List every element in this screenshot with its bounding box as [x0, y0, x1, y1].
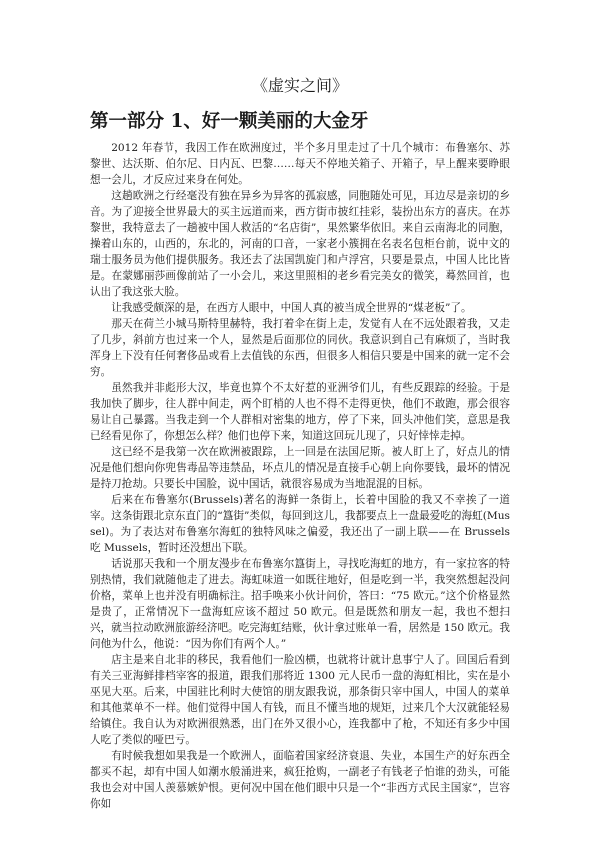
paragraph-8: 话说那天我和一个朋友漫步在布鲁塞尔簋街上，寻找吃海虹的地方，有一家拉客的特别热情，我们就随他走了进去。海虹味道一如既往地好，但是吃到一半，我突然想起没问价格，菜单上也并没有明确标注。招手唤来小伙计问价，答曰：“75 欧元。”这个价格显然是贵了，正常情况下一盘海虹应该不超过 50 欧元。但是既然和朋友一起，我也不想扫兴，就当拉动欧洲旅游经济吧。吃完海虹结账，伙计拿过账单一看，居然是 150 欧元。我问他为什么，他说：“因为你们有两个人。”: [90, 558, 510, 650]
paragraph-7: 后来在布鲁塞尔(Brussels)著名的海鲜一条街上，长着中国脸的我又不幸挨了一道宰。这条街跟北京东直门的“簋街”类似，每回到这儿，我都要点上一盘最爱吃的海虹(Mussel)。为了表达对布鲁塞尔海虹的独特风味之偏爱，我还出了一副上联——在 Brussels 吃 Mussels，暂时还没想出下联。: [90, 494, 510, 554]
paragraph-6: 这已经不是我第一次在欧洲被跟踪，上一回是在法国尼斯。被人盯上了，好点儿的情况是他们想向你兜售毒品等违禁品，坏点儿的情况是直接手心朝上向你要钱，最坏的情况是持刀抢劫。只要长中国脸，说中国话，就很容易成为当地混混的目标。: [90, 446, 510, 490]
chapter-heading: 第一部分 1、好一颗美丽的大金牙: [90, 111, 369, 132]
paragraph-10: 有时候我想如果我是一个欧洲人，面临着国家经济衰退、失业，本国生产的好东西全都买不起，却有中国人如潮水般涌进来，疯狂抢购，一副老子有钱老子怕谁的劲头，可能我也会对中国人羡慕嫉妒恨。更何况中国在他们眼中只是一个“非西方式民主国家”，岂容你如: [90, 750, 510, 810]
paragraph-9: 店主是来自北非的移民，我看他们一脸凶横，也就将计就计息事宁人了。回国后看到有关三亚海鲜排档宰客的报道，跟我们那将近 1300 元人民币一盘的海虹相比，实在是小巫见大巫。后来，中国驻比利时大使馆的朋友跟我说，那条街只宰中国人，中国人的菜单和其他菜单不一样。他们觉得中国人有钱，而且不懂当地的规矩，过来几个大汉就能轻易给镇住。我自认为对欧洲很熟悉，出门在外又很小心，连我都中了枪，不知还有多少中国人吃了类似的哑巴亏。: [90, 654, 510, 746]
paragraph-2: 这趟欧洲之行经毫没有独在异乡为异客的孤寂感，同胞随处可见，耳边尽是亲切的乡音。为了迎接全世界最大的买主远道而来，西方街市披红挂彩，装扮出东方的喜庆。在苏黎世，我特意去了一趟被中国人救活的“名店街”，果然繁华依旧。来自云南海北的同胞，操着山东的，山西的，东北的，河南的口音，一家老小簇拥在名表名包柜台前，说中文的瑞士服务员为他们提供服务。我还去了法国凯旋门和卢浮宫，只要是景点，中国人比比皆是。在蒙娜丽莎画像前站了一小会儿，来这里照相的老乡看完美女的微笑，蓦然回首，也认出了我这张大脸。: [90, 190, 510, 298]
paragraph-4: 那天在荷兰小城马斯特里赫特，我打着伞在街上走，发觉有人在不远处跟着我，又走了几步，斜前方也过来一个人，显然是后面那位的同伙。我意识到自己有麻烦了，当时我浑身上下没有任何奢侈品或看上去值钱的东西，但很多人相信只要是中国来的就一定不会穷。: [90, 318, 510, 378]
paragraph-5: 虽然我并非彪形大汉，毕竟也算个不太好惹的亚洲爷们儿，有些反跟踪的经验。于是我加快了脚步，往人群中间走，两个盯梢的人也不得不走得更快，他们不敢跑，那会很容易让自己暴露。当我走到一个人群相对密集的地方，停了下来，回头冲他们笑，意思是我已经看见你了，你想怎么样？他们也停下来，知道这回玩儿现了，只好悻悻走掉。: [90, 382, 510, 442]
paragraph-1: 2012 年春节，我因工作在欧洲度过，半个多月里走过了十几个城市：布鲁塞尔、苏黎世、达沃斯、伯尔尼、日内瓦、巴黎……每天不停地关箱子、开箱子，早上醒来要睁眼想一会儿，才反应过来身在何处。: [90, 142, 510, 186]
paragraph-3: 让我感受颇深的是，在西方人眼中，中国人真的被当成全世界的“煤老板”了。: [111, 302, 472, 314]
body-text: [90, 140, 510, 812]
book-title: 《虚实之间》: [251, 76, 348, 95]
